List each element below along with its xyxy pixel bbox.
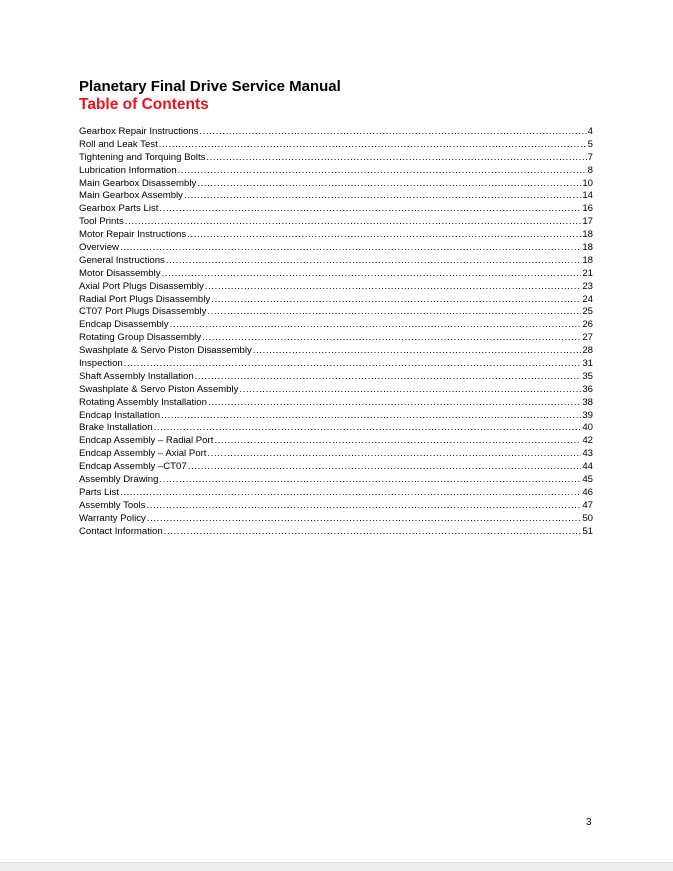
toc-entry-page: 16 <box>582 203 593 215</box>
toc-entry-label: Motor Disassembly <box>79 267 161 279</box>
toc-entry-page: 27 <box>582 332 593 344</box>
toc-entry-page: 47 <box>582 499 593 511</box>
toc-dot-leader <box>154 422 582 435</box>
toc-entry[interactable] <box>79 448 593 461</box>
toc-entry[interactable] <box>79 397 593 410</box>
toc-dot-leader <box>120 487 581 500</box>
toc-entry[interactable] <box>79 139 593 152</box>
toc-entry-page: 39 <box>582 409 593 421</box>
toc-dot-leader <box>214 435 581 448</box>
toc-entry-label: Radial Port Plugs Disassembly <box>79 293 211 305</box>
toc-entry-page: 8 <box>587 164 593 176</box>
toc-entry-page: 7 <box>587 151 593 163</box>
toc-dot-leader <box>202 332 581 345</box>
toc-entry-label: Warranty Policy <box>79 512 146 524</box>
toc-entry-page: 28 <box>582 345 593 357</box>
toc-entry[interactable] <box>79 435 593 448</box>
toc-entry-label: Rotating Assembly Installation <box>79 396 207 408</box>
toc-entry-label: Gearbox Repair Instructions <box>79 126 199 137</box>
toc-dot-leader <box>170 319 582 332</box>
toc-entry[interactable] <box>79 500 593 513</box>
toc-entry-label: Assembly Tools <box>79 499 146 511</box>
toc-dot-leader <box>206 152 586 165</box>
toc-entry-page: 40 <box>582 422 593 434</box>
toc-dot-leader <box>207 448 581 461</box>
toc-entry-label: Endcap Installation <box>79 409 161 421</box>
toc-entry-page: 14 <box>582 190 593 202</box>
toc-entry-page: 46 <box>582 486 593 498</box>
toc-entry-page: 18 <box>582 254 593 266</box>
toc-entry-page: 18 <box>582 242 593 254</box>
toc-entry-label: General Instructions <box>79 254 165 266</box>
toc-entry[interactable] <box>79 319 593 332</box>
table-of-contents <box>79 126 593 539</box>
toc-entry[interactable] <box>79 229 593 242</box>
toc-entry-label: Endcap Assembly – Axial Port <box>79 448 207 460</box>
toc-entry[interactable] <box>79 255 593 268</box>
toc-entry[interactable] <box>79 190 593 203</box>
toc-entry-label: Swashplate & Servo Piston Disassembly <box>79 345 252 357</box>
toc-entry[interactable] <box>79 178 593 191</box>
toc-dot-leader <box>159 139 587 152</box>
toc-dot-leader <box>164 526 582 539</box>
toc-entry[interactable] <box>79 345 593 358</box>
toc-dot-leader <box>124 358 582 371</box>
toc-entry-page: 31 <box>582 358 593 370</box>
toc-entry-label: CT07 Port Plugs Disassembly <box>79 306 207 318</box>
toc-entry[interactable] <box>79 422 593 435</box>
toc-entry[interactable] <box>79 306 593 319</box>
toc-entry-label: Main Gearbox Assembly <box>79 190 183 202</box>
toc-entry-label: Gearbox Parts List <box>79 203 159 215</box>
page-number: 3 <box>586 817 592 828</box>
toc-entry-label: Rotating Group Disassembly <box>79 332 202 344</box>
toc-entry-page: 10 <box>582 177 593 189</box>
toc-dot-leader <box>205 281 582 294</box>
toc-dot-leader <box>187 229 581 242</box>
toc-entry-page: 23 <box>582 280 593 292</box>
toc-entry[interactable] <box>79 513 593 526</box>
toc-entry-page: 18 <box>582 229 593 241</box>
toc-entry-label: Lubrication Information <box>79 164 177 176</box>
toc-heading: Table of Contents <box>79 96 209 113</box>
toc-dot-leader <box>166 255 581 268</box>
toc-entry-label: Swashplate & Servo Piston Assembly <box>79 383 239 395</box>
toc-dot-leader <box>239 384 581 397</box>
toc-entry[interactable] <box>79 165 593 178</box>
toc-entry-label: Parts List <box>79 486 119 498</box>
toc-entry-page: 25 <box>582 306 593 318</box>
toc-entry-label: Assembly Drawing <box>79 474 159 486</box>
toc-entry[interactable] <box>79 474 593 487</box>
toc-entry[interactable] <box>79 332 593 345</box>
toc-entry-label: Overview <box>79 242 119 254</box>
toc-entry-page: 24 <box>582 293 593 305</box>
document-title: Planetary Final Drive Service Manual <box>79 78 341 95</box>
toc-entry-page: 26 <box>582 319 593 331</box>
toc-entry[interactable] <box>79 268 593 281</box>
toc-entry-page: 42 <box>582 435 593 447</box>
toc-dot-leader <box>188 461 582 474</box>
toc-entry-page: 36 <box>582 383 593 395</box>
toc-entry-label: Endcap Assembly – Radial Port <box>79 435 214 447</box>
toc-dot-leader <box>184 190 581 203</box>
toc-entry-label: Axial Port Plugs Disassembly <box>79 280 204 292</box>
toc-entry-label: Endcap Assembly –CT07 <box>79 461 187 473</box>
toc-dot-leader <box>207 306 581 319</box>
toc-dot-leader <box>195 371 582 384</box>
toc-entry-page: 44 <box>582 461 593 473</box>
toc-entry-page: 51 <box>582 525 593 537</box>
toc-entry-label: Endcap Disassembly <box>79 319 169 331</box>
toc-entry-label: Tool Prints <box>79 216 124 228</box>
toc-dot-leader <box>208 397 581 410</box>
toc-entry-label: Contact Information <box>79 525 163 537</box>
toc-entry[interactable] <box>79 216 593 229</box>
toc-entry[interactable] <box>79 281 593 294</box>
toc-entry-label: Main Gearbox Disassembly <box>79 177 197 189</box>
toc-entry-label: Roll and Leak Test <box>79 138 158 150</box>
toc-entry[interactable] <box>79 526 593 539</box>
toc-dot-leader <box>147 513 582 526</box>
toc-entry-page: 21 <box>582 267 593 279</box>
toc-entry[interactable] <box>79 487 593 500</box>
toc-entry-page: 35 <box>582 370 593 382</box>
toc-entry-label: Inspection <box>79 358 123 370</box>
toc-entry-page: 4 <box>587 126 593 137</box>
toc-entry-page: 38 <box>582 396 593 408</box>
toc-dot-leader <box>120 242 581 255</box>
toc-entry[interactable] <box>79 242 593 255</box>
toc-dot-leader <box>125 216 582 229</box>
toc-entry-label: Shaft Assembly Installation <box>79 370 194 382</box>
toc-entry[interactable] <box>79 461 593 474</box>
toc-entry[interactable] <box>79 384 593 397</box>
toc-dot-leader <box>161 410 581 423</box>
toc-entry-label: Tightening and Torquing Bolts <box>79 151 206 163</box>
toc-entry-page: 50 <box>582 512 593 524</box>
toc-entry[interactable] <box>79 126 593 139</box>
toc-entry-page: 17 <box>582 216 593 228</box>
toc-dot-leader <box>146 500 581 513</box>
toc-dot-leader <box>178 165 587 178</box>
toc-dot-leader <box>253 345 582 358</box>
toc-entry[interactable] <box>79 203 593 216</box>
toc-entry-page: 5 <box>587 138 593 150</box>
toc-entry-label: Brake Installation <box>79 422 153 434</box>
toc-entry[interactable] <box>79 358 593 371</box>
toc-dot-leader <box>199 126 586 139</box>
toc-entry[interactable] <box>79 152 593 165</box>
toc-dot-leader <box>211 294 581 307</box>
toc-dot-leader <box>159 474 581 487</box>
toc-dot-leader <box>162 268 582 281</box>
toc-entry[interactable] <box>79 371 593 384</box>
toc-dot-leader <box>197 178 581 191</box>
toc-entry-label: Motor Repair Instructions <box>79 229 187 241</box>
toc-entry-page: 43 <box>582 448 593 460</box>
toc-entry[interactable] <box>79 410 593 423</box>
toc-entry-page: 45 <box>582 474 593 486</box>
toc-dot-leader <box>159 203 581 216</box>
toc-entry[interactable] <box>79 294 593 307</box>
